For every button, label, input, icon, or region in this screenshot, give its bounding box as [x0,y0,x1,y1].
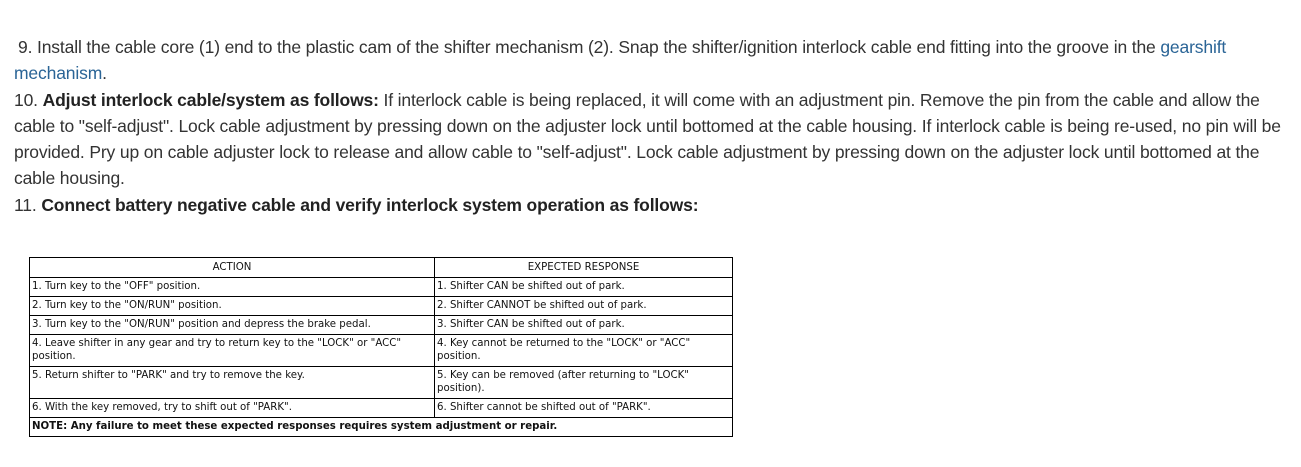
step-text: If interlock cable is being replaced, it will come with an adjustment pin. Remove the pin from the cable and allow the cable to "self-adjust". Lock cable adjustment by pressing down on the adjuster lock until bottomed at the cable housing. If interlock cable is being re-used, no pin will be provided. Pry up on cable adjuster lock to release and allow cable to "self-adjust". Lock cable adjustment by pressing down on the adjuster lock until bottomed at the cable housing. [14,89,1281,189]
instructions-body [14,34,1290,218]
table-row [30,399,733,418]
table-row [30,335,733,367]
interlock-test-table [29,257,733,437]
step-heading: Adjust interlock cable/system as follows: [42,89,379,110]
action-cell: 3. Turn key to the "ON/RUN" position and depress the brake pedal. [30,316,435,335]
table-note-row [30,418,733,437]
action-cell: 1. Turn key to the "OFF" position. [30,278,435,297]
table-row [30,297,733,316]
response-cell: 3. Shifter CAN be shifted out of park. [435,316,733,335]
step-end: . [102,63,107,84]
table-row [30,367,733,399]
header-expected-response: EXPECTED RESPONSE [435,258,733,278]
step-text: Install the cable core (1) end to the plastic cam of the shifter mechanism (2). Snap the shifter/ignition interlock cable end fitting into the groove in the [37,37,1156,57]
step-heading: Connect battery negative cable and verify interlock system operation as follows: [41,194,699,215]
response-cell: 1. Shifter CAN be shifted out of park. [435,278,733,297]
action-cell: 2. Turn key to the "ON/RUN" position. [30,297,435,316]
action-cell: 6. With the key removed, try to shift out of "PARK". [30,399,435,418]
table-row [30,316,733,335]
table-header-row [30,258,733,278]
table-row [30,278,733,297]
gearshift-mechanism-link[interactable]: gearshift mechanism [14,37,1227,84]
response-cell: 5. Key can be removed (after returning to "LOCK" position). [435,367,733,399]
step-10 [14,87,1290,192]
step-9 [14,34,1290,87]
step-number: 10. [14,89,38,110]
header-action: ACTION [30,258,435,278]
step-number: 9. [18,37,33,57]
step-number: 11. [14,194,37,215]
step-11 [14,192,1290,218]
response-cell: 2. Shifter CANNOT be shifted out of park. [435,297,733,316]
response-cell: 6. Shifter cannot be shifted out of "PARK". [435,399,733,418]
action-cell: 4. Leave shifter in any gear and try to return key to the "LOCK" or "ACC" position. [30,335,435,367]
action-cell: 5. Return shifter to "PARK" and try to remove the key. [30,367,435,399]
response-cell: 4. Key cannot be returned to the "LOCK" or "ACC" position. [435,335,733,367]
table-note: NOTE: Any failure to meet these expected responses requires system adjustment or repair. [30,418,733,437]
